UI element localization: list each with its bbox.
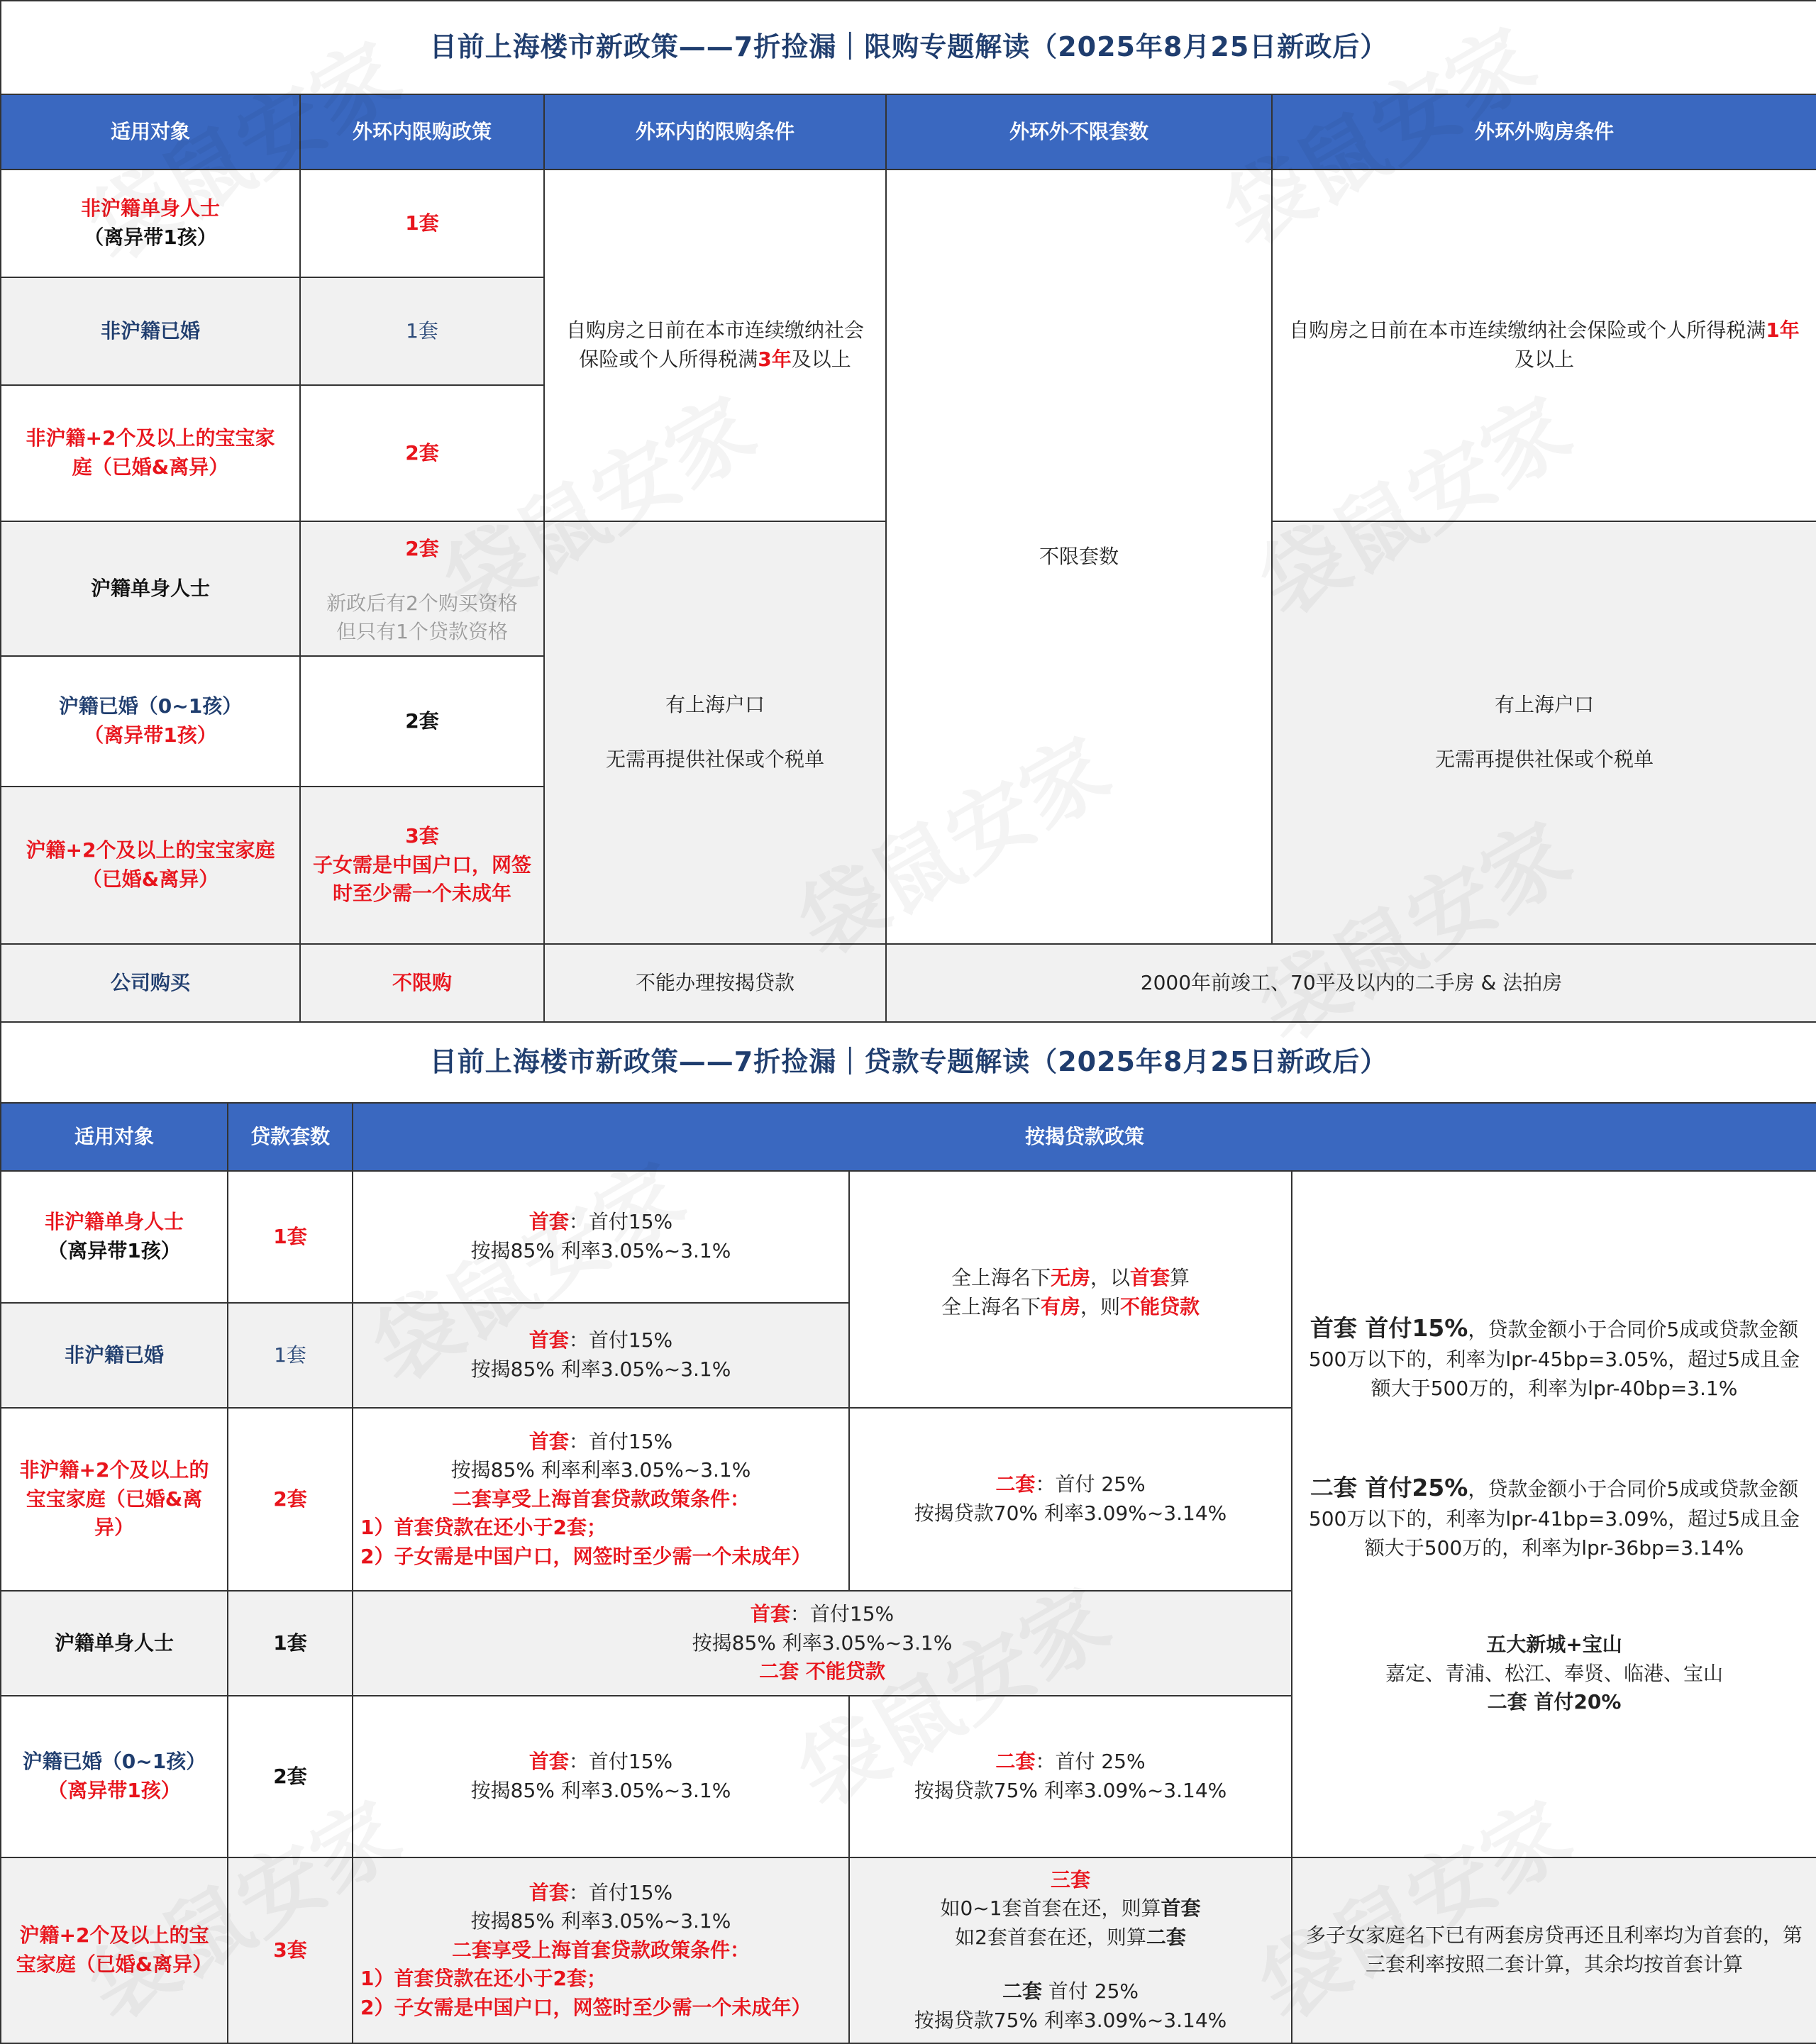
quota-cell: 1套 xyxy=(300,277,544,385)
first-label: 首套 xyxy=(528,1210,569,1234)
condition-text: 自购房之日前在本市连续缴纳社会保险或个人所得税满 xyxy=(565,318,864,371)
hukou-text: 有上海户口 xyxy=(665,693,765,717)
quota-cell: 2套 xyxy=(300,656,544,787)
first-loan-cell xyxy=(353,1696,849,1857)
side-new-city-pay: 二套 首付20% xyxy=(1487,1690,1622,1714)
condition-text: 及以上 xyxy=(791,348,851,371)
rule-keyword: 有房 xyxy=(1040,1294,1080,1318)
applicant-cell: 非沪籍+2个及以上的宝宝家庭（已婚&离异） xyxy=(1,385,300,521)
third-rule: 如2套首套在还，则算 xyxy=(955,1925,1146,1949)
condition-text: 自购房之日前在本市连续缴纳社会保险或个人所得税满 xyxy=(1289,318,1766,343)
loan-count-cell: 3套 xyxy=(228,1857,353,2043)
first-loan: 按揭85% 利率利率3.05%~3.1% xyxy=(450,1458,751,1482)
rule-text: 算 xyxy=(1170,1266,1190,1289)
condition-years: 1年 xyxy=(1766,318,1800,343)
company-condition: 不能办理按揭贷款 xyxy=(544,944,886,1022)
second-loan: 按揭贷款70% 利率3.09%~3.14% xyxy=(914,1501,1227,1525)
second-label: 二套 xyxy=(995,1750,1036,1774)
quota-cell xyxy=(300,787,544,944)
third-keyword: 二套 xyxy=(1146,1925,1186,1949)
loan-count-cell: 2套 xyxy=(228,1696,353,1857)
second-loan-cell xyxy=(849,1696,1292,1857)
column-header: 按揭贷款政策 xyxy=(353,1103,1816,1171)
applicant-label: 非沪籍单身人士 xyxy=(80,196,220,221)
applicant-cell: 沪籍单身人士 xyxy=(1,1591,228,1696)
second-pay: ：首付 25% xyxy=(1035,1472,1146,1496)
rule-text: ，以 xyxy=(1090,1266,1130,1289)
second-pay: 首付 25% xyxy=(1041,1979,1139,2004)
side-second: 二套 首付25%，贷款金额小于合同价5成或贷款金额500万以下的，利率为lpr-41bp=3.09%，超过5成且金额大于500万的，利率为lpr-36bp=3.14% xyxy=(1308,1474,1800,1560)
column-header: 外环外不限套数 xyxy=(886,94,1272,170)
rule-text: ，则 xyxy=(1080,1294,1121,1318)
third-keyword: 首套 xyxy=(1161,1896,1201,1921)
quota-cell xyxy=(300,521,544,656)
no-need-text: 无需再提供社保或个税单 xyxy=(605,748,824,771)
first-pay: ：首付15% xyxy=(568,1750,673,1774)
rule-text: 全上海名下 xyxy=(951,1266,1051,1289)
first-loan: 按揭85% 利率3.05%~3.1% xyxy=(470,1779,731,1802)
hukou-text: 有上海户口 xyxy=(1495,693,1595,717)
rate-side-panel xyxy=(1292,1171,1816,1857)
first-loan-cell xyxy=(353,1171,849,1303)
condition-text: 及以上 xyxy=(1515,348,1575,371)
outer-ring-no-limit: 不限套数 xyxy=(886,170,1272,944)
quota-cell: 不限购 xyxy=(300,944,544,1022)
applicant-sublabel: （离异带1孩） xyxy=(84,723,217,747)
column-header: 外环外购房条件 xyxy=(1272,94,1816,170)
third-loan-cell xyxy=(849,1857,1292,2043)
first-label: 首套 xyxy=(750,1602,790,1626)
second-condition-item: 1）首套贷款在还小于2套； xyxy=(360,1967,607,1991)
rule-text: 全上海名下 xyxy=(941,1294,1041,1318)
applicant-cell xyxy=(1,1171,228,1303)
inner-ring-condition xyxy=(544,170,886,521)
first-pay: ：首付15% xyxy=(568,1880,673,1904)
first-label: 首套 xyxy=(528,1429,569,1453)
column-header: 外环内的限购条件 xyxy=(544,94,886,170)
rule-keyword: 无房 xyxy=(1050,1266,1090,1289)
quota-note: 但只有1个贷款资格 xyxy=(336,620,508,644)
first-pay: ：首付15% xyxy=(568,1210,673,1234)
first-pay: ：首付15% xyxy=(790,1602,895,1626)
quota-value: 2套 xyxy=(405,537,439,560)
applicant-cell: 沪籍单身人士 xyxy=(1,521,300,656)
second-condition-title: 二套享受上海首套贷款政策条件： xyxy=(451,1487,750,1511)
side-first: 首套 首付15%，贷款金额小于合同价5成或贷款金额500万以下的，利率为lpr-45bp=3.05%，超过5成且金额大于500万的，利率为lpr-40bp=3.1% xyxy=(1308,1314,1800,1400)
side-new-city-title: 五大新城+宝山 xyxy=(1486,1633,1622,1657)
company-outer-condition: 2000年前竣工、70平及以内的二手房 & 法拍房 xyxy=(886,944,1816,1022)
quota-note: 子女需是中国户口，网签时至少需一个未成年 xyxy=(312,852,531,906)
second-loan: 按揭贷款75% 利率3.09%~3.14% xyxy=(914,2008,1227,2032)
first-label: 首套 xyxy=(528,1880,569,1904)
loan-policy-table xyxy=(0,1021,1816,2044)
applicant-cell: 非沪籍+2个及以上的宝宝家庭（已婚&离异） xyxy=(1,1408,228,1591)
second-label: 二套 xyxy=(1002,1979,1042,2004)
first-label: 首套 xyxy=(528,1750,569,1774)
applicant-cell: 公司购买 xyxy=(1,944,300,1022)
applicant-cell xyxy=(1,656,300,787)
first-label: 首套 xyxy=(528,1328,569,1353)
applicant-sublabel: （离异带1孩） xyxy=(48,1779,181,1802)
applicant-cell xyxy=(1,170,300,277)
column-header: 适用对象 xyxy=(1,94,300,170)
quota-value: 3套 xyxy=(405,824,439,848)
first-pay: ：首付15% xyxy=(568,1328,673,1353)
loan-count-cell: 2套 xyxy=(228,1408,353,1591)
quota-cell: 1套 xyxy=(300,170,544,277)
no-second-loan: 二套 不能贷款 xyxy=(759,1660,885,1684)
first-loan-cell xyxy=(353,1591,1292,1696)
first-loan-cell xyxy=(353,1303,849,1408)
second-condition-item: 1）首套贷款在还小于2套； xyxy=(360,1516,607,1540)
third-rule: 如0~1套首套在还，则算 xyxy=(940,1896,1161,1921)
applicant-sublabel: （离异带1孩） xyxy=(84,226,217,249)
page-title: 目前上海楼市新政策——7折捡漏｜贷款专题解读（2025年8月25日新政后） xyxy=(1,1022,1816,1103)
column-header: 适用对象 xyxy=(1,1103,228,1171)
inner-ring-hukou-condition xyxy=(544,521,886,944)
first-loan-cell xyxy=(353,1408,849,1591)
loan-count-cell: 1套 xyxy=(228,1303,353,1408)
applicant-label: 沪籍+2个及以上的宝宝家庭 xyxy=(26,838,275,862)
page-title: 目前上海楼市新政策——7折捡漏｜限购专题解读（2025年8月25日新政后） xyxy=(1,1,1816,94)
applicant-cell: 非沪籍已婚 xyxy=(1,277,300,385)
applicant-label: 沪籍已婚（0~1孩） xyxy=(22,1750,206,1774)
column-header: 外环内限购政策 xyxy=(300,94,544,170)
side-new-city-list: 嘉定、青浦、松江、奉贤、临港、宝山 xyxy=(1385,1661,1724,1685)
applicant-label: 非沪籍单身人士 xyxy=(44,1210,184,1234)
multi-child-rule: 多子女家庭名下已有两套房贷再还且利率均为首套的，第三套利率按照二套计算，其余均按首套计算 xyxy=(1292,1857,1816,2043)
applicant-cell: 沪籍+2个及以上的宝宝家庭（已婚&离异） xyxy=(1,1857,228,2043)
rule-keyword: 不能贷款 xyxy=(1120,1294,1200,1318)
applicant-label: 沪籍已婚（0~1孩） xyxy=(58,694,243,718)
applicant-cell xyxy=(1,787,300,944)
applicant-cell: 非沪籍已婚 xyxy=(1,1303,228,1408)
third-title: 三套 xyxy=(1050,1867,1090,1892)
second-label: 二套 xyxy=(995,1472,1036,1496)
whole-shanghai-rule xyxy=(849,1171,1292,1408)
second-loan-cell xyxy=(849,1408,1292,1591)
first-loan: 按揭85% 利率3.05%~3.1% xyxy=(470,1909,731,1933)
no-need-text: 无需再提供社保或个税单 xyxy=(1435,748,1654,771)
applicant-sublabel: （离异带1孩） xyxy=(48,1239,181,1262)
condition-years: 3年 xyxy=(758,348,792,371)
rule-keyword: 首套 xyxy=(1130,1266,1170,1289)
loan-count-cell: 1套 xyxy=(228,1171,353,1303)
applicant-cell xyxy=(1,1696,228,1857)
quota-cell: 2套 xyxy=(300,385,544,521)
second-condition-item: 2）子女需是中国户口，网签时至少需一个未成年） xyxy=(360,1544,812,1568)
outer-ring-condition xyxy=(1272,170,1816,521)
column-header: 贷款套数 xyxy=(228,1103,353,1171)
first-loan: 按揭85% 利率3.05%~3.1% xyxy=(692,1631,953,1655)
second-pay: ：首付 25% xyxy=(1035,1750,1146,1774)
loan-count-cell: 1套 xyxy=(228,1591,353,1696)
applicant-sublabel: （已婚&离异） xyxy=(82,867,219,891)
first-loan-cell xyxy=(353,1857,849,2043)
second-condition-item: 2）子女需是中国户口，网签时至少需一个未成年） xyxy=(360,1995,812,2019)
quota-note: 新政后有2个购买资格 xyxy=(326,591,518,615)
first-pay: ：首付15% xyxy=(568,1429,673,1453)
outer-ring-hukou-condition xyxy=(1272,521,1816,944)
first-loan: 按揭85% 利率3.05%~3.1% xyxy=(470,1357,731,1381)
second-loan: 按揭贷款75% 利率3.09%~3.14% xyxy=(914,1779,1227,1802)
first-loan: 按揭85% 利率3.05%~3.1% xyxy=(470,1239,731,1262)
second-condition-title: 二套享受上海首套贷款政策条件： xyxy=(451,1938,750,1962)
